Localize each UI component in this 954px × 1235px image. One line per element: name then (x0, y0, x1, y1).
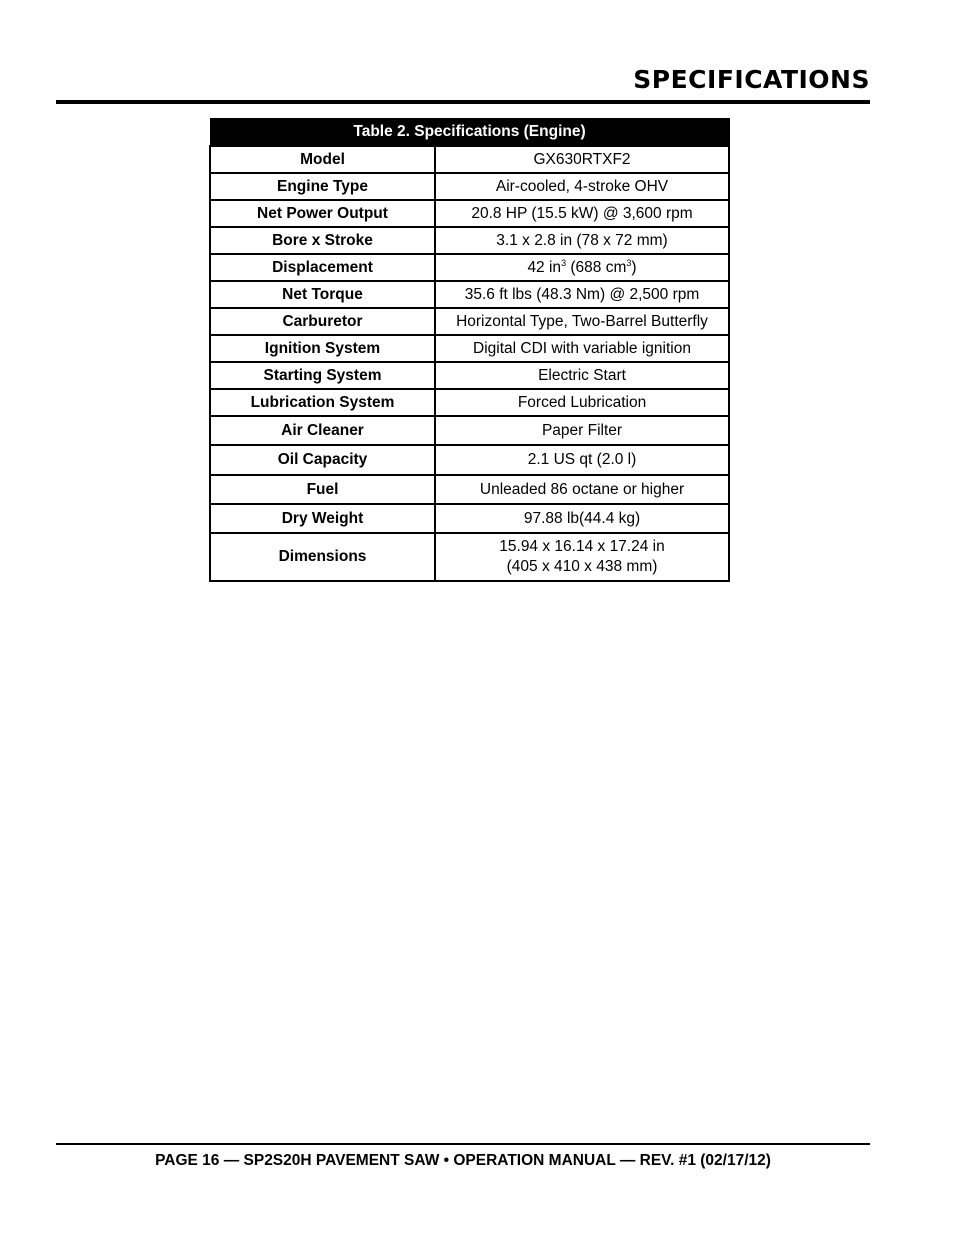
spec-label-engine-type: Engine Type (210, 173, 435, 200)
footer-rule (56, 1143, 870, 1145)
spec-value-bore-stroke: 3.1 x 2.8 in (78 x 72 mm) (435, 227, 729, 254)
spec-label-bore-stroke: Bore x Stroke (210, 227, 435, 254)
table-row (210, 389, 729, 416)
spec-label-ignition-system: Ignition System (210, 335, 435, 362)
table-row (210, 475, 729, 504)
table-row (210, 281, 729, 308)
spec-value-displacement (435, 254, 729, 281)
table-row (210, 416, 729, 445)
spec-value-starting-system: Electric Start (435, 362, 729, 389)
table-row (210, 533, 729, 581)
spec-label-model: Model (210, 146, 435, 173)
spec-label-air-cleaner: Air Cleaner (210, 416, 435, 445)
table-row (210, 504, 729, 533)
spec-label-oil-capacity: Oil Capacity (210, 445, 435, 475)
dimensions-value-mm: (405 x 410 x 438 mm) (506, 558, 658, 575)
spec-label-starting-system: Starting System (210, 362, 435, 389)
superscript-cubed: 3 (561, 257, 567, 268)
displacement-value-close: ) (631, 258, 637, 276)
spec-label-dimensions: Dimensions (210, 533, 435, 581)
spec-value-carburetor: Horizontal Type, Two-Barrel Butterfly (435, 308, 729, 335)
table-row (210, 200, 729, 227)
page-footer: PAGE 16 — SP2S20H PAVEMENT SAW • OPERATION MANUAL — REV. #1 (02/17/12) (155, 1152, 771, 1169)
spec-value-net-power-output: 20.8 HP (15.5 kW) @ 3,600 rpm (435, 200, 729, 227)
table-row (210, 335, 729, 362)
spec-value-dry-weight: 97.88 lb(44.4 kg) (435, 504, 729, 533)
spec-value-oil-capacity: 2.1 US qt (2.0 l) (435, 445, 729, 475)
table-row (210, 445, 729, 475)
spec-value-ignition-system: Digital CDI with variable ignition (435, 335, 729, 362)
table-row (210, 227, 729, 254)
spec-value-dimensions (435, 533, 729, 581)
table-row (210, 173, 729, 200)
table-row (210, 146, 729, 173)
spec-label-dry-weight: Dry Weight (210, 504, 435, 533)
spec-label-displacement: Displacement (210, 254, 435, 281)
spec-value-model: GX630RTXF2 (435, 146, 729, 173)
dimensions-value-in: 15.94 x 16.14 x 17.24 in (499, 538, 665, 555)
superscript-cubed: 3 (626, 257, 632, 268)
spec-value-engine-type: Air-cooled, 4-stroke OHV (435, 173, 729, 200)
spec-value-air-cleaner: Paper Filter (435, 416, 729, 445)
displacement-value-in: 42 in (527, 258, 562, 276)
spec-label-net-power-output: Net Power Output (210, 200, 435, 227)
table-row (210, 254, 729, 281)
spec-label-fuel: Fuel (210, 475, 435, 504)
spec-label-net-torque: Net Torque (210, 281, 435, 308)
spec-value-lubrication-system: Forced Lubrication (435, 389, 729, 416)
page-title: SPECIFICATIONS (633, 65, 870, 94)
spec-label-lubrication-system: Lubrication System (210, 389, 435, 416)
displacement-value-cm: (688 cm (566, 258, 627, 276)
spec-value-net-torque: 35.6 ft lbs (48.3 Nm) @ 2,500 rpm (435, 281, 729, 308)
table-row (210, 308, 729, 335)
header-rule (56, 100, 870, 104)
engine-specifications-table (209, 118, 730, 582)
spec-value-fuel: Unleaded 86 octane or higher (435, 475, 729, 504)
table-caption: Table 2. Specifications (Engine) (210, 119, 729, 147)
table-row (210, 362, 729, 389)
spec-label-carburetor: Carburetor (210, 308, 435, 335)
